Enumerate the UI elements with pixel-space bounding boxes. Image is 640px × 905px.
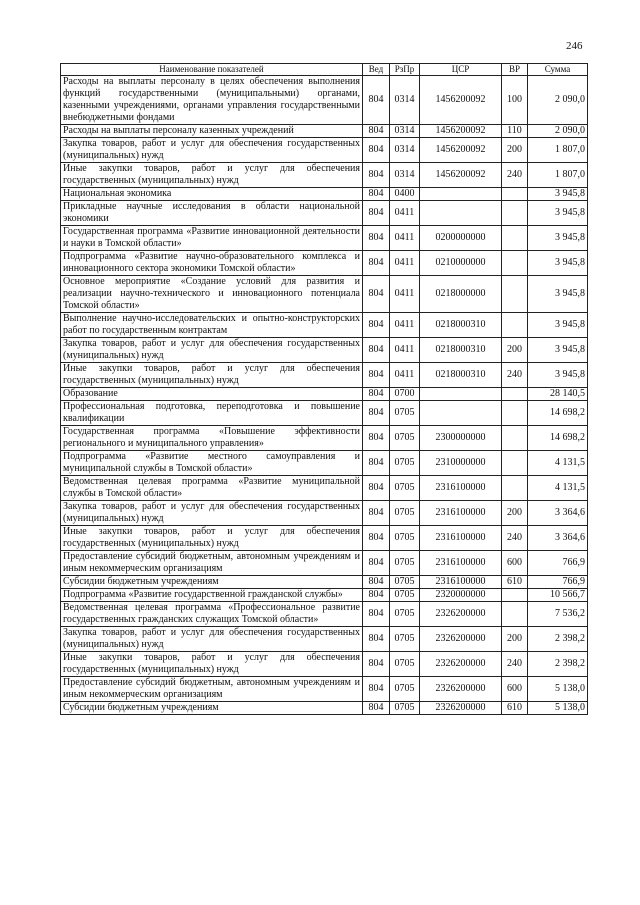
- cell-ved: 804: [363, 163, 390, 188]
- cell-rzpr: 0411: [390, 338, 420, 363]
- table-row: [61, 163, 588, 188]
- table-row: [61, 551, 588, 576]
- cell-ved: 804: [363, 551, 390, 576]
- table-row: [61, 251, 588, 276]
- table-row: [61, 363, 588, 388]
- cell-rzpr: 0705: [390, 677, 420, 702]
- cell-name: Подпрограмма «Развитие государственной гражданской службы»: [61, 589, 363, 602]
- table-row: [61, 76, 588, 125]
- table-row: [61, 627, 588, 652]
- table-body: [61, 76, 588, 715]
- cell-csr: 2326200000: [420, 627, 502, 652]
- table-row: [61, 702, 588, 715]
- cell-rzpr: 0705: [390, 576, 420, 589]
- cell-csr: [420, 188, 502, 201]
- cell-vr: [502, 276, 528, 313]
- cell-rzpr: 0705: [390, 602, 420, 627]
- cell-name: Прикладные научные исследования в области национальной экономики: [61, 201, 363, 226]
- table-row: [61, 426, 588, 451]
- cell-rzpr: 0411: [390, 201, 420, 226]
- cell-sum: 4 131,5: [528, 451, 588, 476]
- cell-sum: 7 536,2: [528, 602, 588, 627]
- cell-ved: 804: [363, 627, 390, 652]
- cell-ved: 804: [363, 125, 390, 138]
- cell-name: Подпрограмма «Развитие научно-образовательного комплекса и инновационного сектора экономики Томской области»: [61, 251, 363, 276]
- cell-sum: 3 945,8: [528, 201, 588, 226]
- cell-vr: [502, 589, 528, 602]
- cell-ved: 804: [363, 313, 390, 338]
- cell-ved: 804: [363, 188, 390, 201]
- cell-vr: 610: [502, 576, 528, 589]
- cell-rzpr: 0705: [390, 652, 420, 677]
- cell-csr: [420, 401, 502, 426]
- table-row: [61, 401, 588, 426]
- cell-ved: 804: [363, 476, 390, 501]
- cell-sum: 10 566,7: [528, 589, 588, 602]
- cell-vr: 200: [502, 627, 528, 652]
- cell-sum: 3 945,8: [528, 188, 588, 201]
- cell-name: Государственная программа «Развитие инновационной деятельности и науки в Томской области»: [61, 226, 363, 251]
- cell-csr: 1456200092: [420, 138, 502, 163]
- cell-vr: [502, 226, 528, 251]
- cell-ved: 804: [363, 576, 390, 589]
- cell-vr: 610: [502, 702, 528, 715]
- cell-csr: 2326200000: [420, 602, 502, 627]
- cell-csr: 0218000000: [420, 276, 502, 313]
- cell-ved: 804: [363, 276, 390, 313]
- cell-sum: 2 398,2: [528, 652, 588, 677]
- header-row: [61, 64, 588, 76]
- table-row: [61, 589, 588, 602]
- table-row: [61, 501, 588, 526]
- cell-sum: 4 131,5: [528, 476, 588, 501]
- table-row: [61, 188, 588, 201]
- cell-csr: 2326200000: [420, 702, 502, 715]
- table-row: [61, 138, 588, 163]
- cell-vr: 240: [502, 526, 528, 551]
- cell-csr: 1456200092: [420, 76, 502, 125]
- cell-sum: 2 090,0: [528, 125, 588, 138]
- table-row: [61, 526, 588, 551]
- table-row: [61, 602, 588, 627]
- cell-vr: 110: [502, 125, 528, 138]
- table-row: [61, 276, 588, 313]
- cell-csr: 2316100000: [420, 526, 502, 551]
- cell-vr: [502, 451, 528, 476]
- cell-csr: 2310000000: [420, 451, 502, 476]
- cell-ved: 804: [363, 426, 390, 451]
- cell-csr: 0218000310: [420, 363, 502, 388]
- cell-csr: 2316100000: [420, 551, 502, 576]
- cell-csr: 1456200092: [420, 125, 502, 138]
- cell-sum: 3 945,8: [528, 226, 588, 251]
- cell-sum: 5 138,0: [528, 677, 588, 702]
- cell-rzpr: 0411: [390, 313, 420, 338]
- cell-sum: 3 945,8: [528, 251, 588, 276]
- cell-sum: 14 698,2: [528, 426, 588, 451]
- header-ved: Вед: [363, 64, 390, 76]
- cell-vr: 240: [502, 363, 528, 388]
- cell-rzpr: 0705: [390, 501, 420, 526]
- cell-rzpr: 0705: [390, 627, 420, 652]
- table-row: [61, 201, 588, 226]
- cell-csr: [420, 388, 502, 401]
- header-sum: Сумма: [528, 64, 588, 76]
- cell-rzpr: 0400: [390, 188, 420, 201]
- cell-csr: 0210000000: [420, 251, 502, 276]
- cell-sum: 766,9: [528, 576, 588, 589]
- cell-csr: 2326200000: [420, 652, 502, 677]
- cell-name: Расходы на выплаты персоналу казенных учреждений: [61, 125, 363, 138]
- cell-csr: 2316100000: [420, 576, 502, 589]
- cell-rzpr: 0705: [390, 401, 420, 426]
- table-row: [61, 451, 588, 476]
- cell-vr: 600: [502, 677, 528, 702]
- cell-rzpr: 0705: [390, 451, 420, 476]
- cell-sum: 3 364,6: [528, 526, 588, 551]
- cell-name: Предоставление субсидий бюджетным, автономным учреждениям и иным некоммерческим организациям: [61, 551, 363, 576]
- cell-name: Национальная экономика: [61, 188, 363, 201]
- cell-vr: [502, 188, 528, 201]
- cell-vr: [502, 401, 528, 426]
- cell-vr: 240: [502, 652, 528, 677]
- cell-vr: [502, 388, 528, 401]
- cell-rzpr: 0411: [390, 251, 420, 276]
- cell-vr: [502, 251, 528, 276]
- cell-ved: 804: [363, 589, 390, 602]
- cell-sum: 28 140,5: [528, 388, 588, 401]
- cell-rzpr: 0705: [390, 426, 420, 451]
- cell-csr: 2320000000: [420, 589, 502, 602]
- cell-vr: 600: [502, 551, 528, 576]
- cell-name: Закупка товаров, работ и услуг для обеспечения государственных (муниципальных) нужд: [61, 138, 363, 163]
- cell-vr: 200: [502, 501, 528, 526]
- cell-ved: 804: [363, 76, 390, 125]
- cell-csr: 0218000310: [420, 313, 502, 338]
- cell-sum: 2 398,2: [528, 627, 588, 652]
- cell-sum: 5 138,0: [528, 702, 588, 715]
- cell-sum: 2 090,0: [528, 76, 588, 125]
- cell-rzpr: 0314: [390, 76, 420, 125]
- cell-vr: [502, 602, 528, 627]
- cell-ved: 804: [363, 602, 390, 627]
- table-row: [61, 125, 588, 138]
- cell-vr: 100: [502, 76, 528, 125]
- header-rzpr: РзПр: [390, 64, 420, 76]
- cell-ved: 804: [363, 388, 390, 401]
- cell-name: Выполнение научно-исследовательских и опытно-конструкторских работ по государственным контрактам: [61, 313, 363, 338]
- cell-sum: 766,9: [528, 551, 588, 576]
- cell-ved: 804: [363, 226, 390, 251]
- cell-ved: 804: [363, 338, 390, 363]
- cell-ved: 804: [363, 677, 390, 702]
- cell-csr: 2326200000: [420, 677, 502, 702]
- cell-csr: 2316100000: [420, 501, 502, 526]
- cell-sum: 1 807,0: [528, 138, 588, 163]
- cell-ved: 804: [363, 251, 390, 276]
- budget-table: [60, 63, 588, 715]
- table-row: [61, 576, 588, 589]
- cell-ved: 804: [363, 702, 390, 715]
- cell-rzpr: 0411: [390, 276, 420, 313]
- cell-name: Ведомственная целевая программа «Развитие муниципальной службы в Томской области»: [61, 476, 363, 501]
- cell-sum: 14 698,2: [528, 401, 588, 426]
- cell-ved: 804: [363, 526, 390, 551]
- header-csr: ЦСР: [420, 64, 502, 76]
- cell-name: Основное мероприятие «Создание условий для развития и реализации научно-технического и инновационного потенциала Томской области»: [61, 276, 363, 313]
- cell-csr: 0218000310: [420, 338, 502, 363]
- cell-vr: 200: [502, 138, 528, 163]
- table-row: [61, 226, 588, 251]
- cell-csr: 1456200092: [420, 163, 502, 188]
- cell-name: Иные закупки товаров, работ и услуг для обеспечения государственных (муниципальных) нужд: [61, 526, 363, 551]
- cell-vr: [502, 426, 528, 451]
- cell-name: Расходы на выплаты персоналу в целях обеспечения выполнения функций государственными (муниципальными) органами, казенными учреждениями, органами управления государственными внебюджетными фондами: [61, 76, 363, 125]
- cell-rzpr: 0705: [390, 589, 420, 602]
- cell-sum: 3 945,8: [528, 276, 588, 313]
- cell-rzpr: 0705: [390, 702, 420, 715]
- cell-rzpr: 0705: [390, 526, 420, 551]
- cell-vr: [502, 476, 528, 501]
- cell-sum: 3 945,8: [528, 363, 588, 388]
- cell-rzpr: 0411: [390, 226, 420, 251]
- cell-vr: 200: [502, 338, 528, 363]
- cell-name: Государственная программа «Повышение эффективности регионального и муниципального управления»: [61, 426, 363, 451]
- cell-ved: 804: [363, 363, 390, 388]
- table-row: [61, 677, 588, 702]
- header-name: Наименование показателей: [61, 64, 363, 76]
- cell-name: Закупка товаров, работ и услуг для обеспечения государственных (муниципальных) нужд: [61, 501, 363, 526]
- cell-name: Предоставление субсидий бюджетным, автономным учреждениям и иным некоммерческим организациям: [61, 677, 363, 702]
- cell-name: Иные закупки товаров, работ и услуг для обеспечения государственных (муниципальных) нужд: [61, 652, 363, 677]
- cell-ved: 804: [363, 138, 390, 163]
- cell-sum: 3 945,8: [528, 338, 588, 363]
- cell-vr: [502, 313, 528, 338]
- header-vr: ВР: [502, 64, 528, 76]
- table-row: [61, 338, 588, 363]
- cell-vr: 240: [502, 163, 528, 188]
- cell-name: Иные закупки товаров, работ и услуг для обеспечения государственных (муниципальных) нужд: [61, 363, 363, 388]
- cell-csr: 2316100000: [420, 476, 502, 501]
- cell-name: Ведомственная целевая программа «Профессиональное развитие государственных гражданских служащих Томской области»: [61, 602, 363, 627]
- cell-name: Закупка товаров, работ и услуг для обеспечения государственных (муниципальных) нужд: [61, 627, 363, 652]
- cell-name: Образование: [61, 388, 363, 401]
- table-header: [61, 64, 588, 76]
- cell-name: Профессиональная подготовка, переподготовка и повышение квалификации: [61, 401, 363, 426]
- cell-vr: [502, 201, 528, 226]
- cell-name: Субсидии бюджетным учреждениям: [61, 702, 363, 715]
- cell-rzpr: 0411: [390, 363, 420, 388]
- cell-rzpr: 0314: [390, 125, 420, 138]
- cell-sum: 3 364,6: [528, 501, 588, 526]
- page-number: 246: [566, 40, 583, 52]
- cell-ved: 804: [363, 501, 390, 526]
- table-row: [61, 388, 588, 401]
- cell-name: Подпрограмма «Развитие местного самоуправления и муниципальной службы в Томской области»: [61, 451, 363, 476]
- cell-csr: 0200000000: [420, 226, 502, 251]
- cell-sum: 3 945,8: [528, 313, 588, 338]
- cell-rzpr: 0705: [390, 476, 420, 501]
- cell-csr: [420, 201, 502, 226]
- cell-name: Субсидии бюджетным учреждениям: [61, 576, 363, 589]
- cell-ved: 804: [363, 201, 390, 226]
- cell-rzpr: 0705: [390, 551, 420, 576]
- cell-rzpr: 0700: [390, 388, 420, 401]
- table-row: [61, 313, 588, 338]
- table-row: [61, 476, 588, 501]
- cell-csr: 2300000000: [420, 426, 502, 451]
- cell-ved: 804: [363, 401, 390, 426]
- cell-rzpr: 0314: [390, 163, 420, 188]
- cell-ved: 804: [363, 652, 390, 677]
- cell-name: Иные закупки товаров, работ и услуг для обеспечения государственных (муниципальных) нужд: [61, 163, 363, 188]
- cell-ved: 804: [363, 451, 390, 476]
- cell-name: Закупка товаров, работ и услуг для обеспечения государственных (муниципальных) нужд: [61, 338, 363, 363]
- cell-rzpr: 0314: [390, 138, 420, 163]
- cell-sum: 1 807,0: [528, 163, 588, 188]
- table-row: [61, 652, 588, 677]
